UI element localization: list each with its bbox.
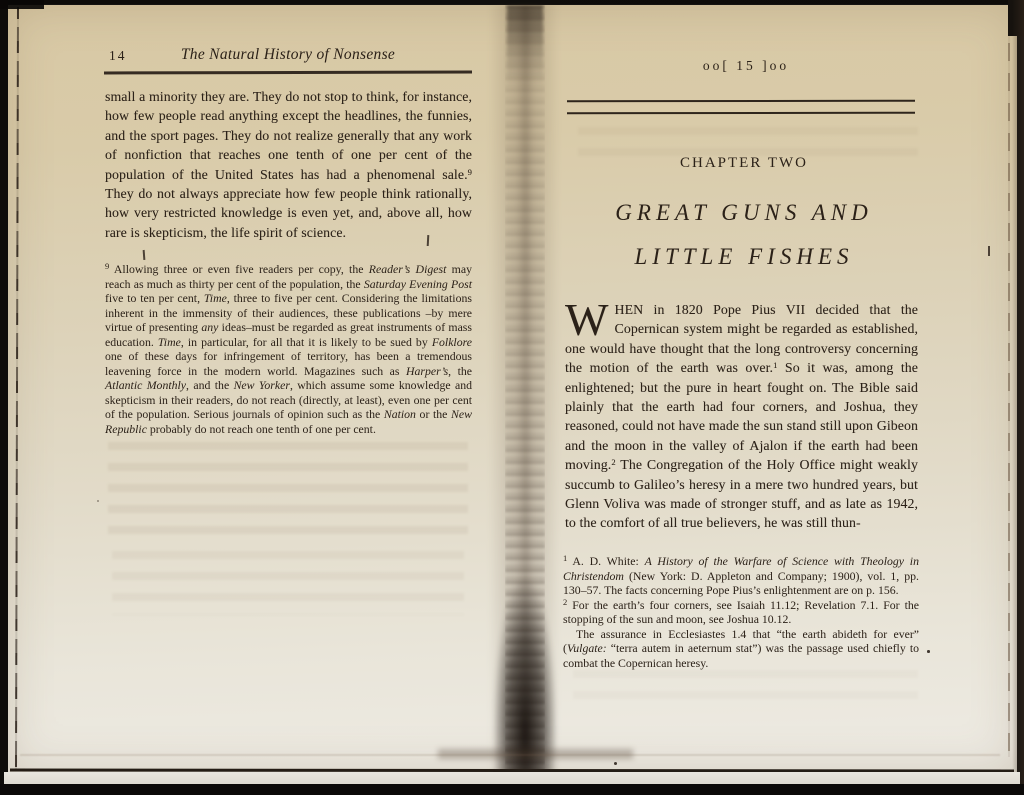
- scan-top-edge: [0, 0, 1024, 4]
- scan-artifact-dot: [614, 762, 617, 765]
- scan-left-edge: [0, 0, 8, 795]
- left-body-text: small a minority they are. They do not stop to think, for instance, how few people read anything except the headlines, the funnies, and the sport pages. They do not realize generally that any work of nonfiction that reaches one tenth of one per cent of the population of the United States has had a phenomenal sale.$^9$ They do not always appreciate how few people think rationally, how very restricted knowledge is even yet, and, above all, how rare is skepticism, the life spirit of science.: [105, 89, 472, 240]
- left-footnote: $^9$ Allowing three or even five readers per copy, the Reader’s Digest may reach as much as thirty per cent of the population, the Saturday Evening Post five to ten per cent, Time, three to five per cent. Considering the limitations inherent in the immensity of their audiences, these publications –by mere virtue of presenting any ideas–must be regarded as great instruments of mass education. Time, in particular, for all that it is likely to be sued by Folklore one of these days for infringement of territory, has been a tremendous leavening force in the modern world. Magazines such as Harper’s, the Atlantic Monthly, and the New Yorker, which assume some knowledge and skepticism in their readers, do not reach (directly, at least), even one per cent of the population. Serious journals of opinion such as the Nation or the New Republic probably do not reach one tenth of one per cent.: [105, 261, 472, 436]
- right-footnotes: [563, 554, 919, 670]
- book-spread: [8, 5, 1017, 772]
- gutter-shadow-bottom: [494, 580, 556, 775]
- ghost-bleedthrough-text: [108, 442, 468, 544]
- right-page-number: oo[ 15 ]oo: [702, 58, 790, 73]
- left-page-number: 14: [109, 48, 127, 63]
- chapter-title-line2: LITTLE FISHES: [634, 244, 854, 269]
- footnote-1: $^1$ A. D. White: A History of the Warfare of Science with Theology in Christendom (New York: D. Appleton and Company; 1900), vol. 1, pp. 130–57. The facts concerning Pope Pius’s enlightenment are on p. 156.: [563, 553, 919, 597]
- ghost-bleedthrough-text: [112, 551, 464, 615]
- right-page-edge-line: [1008, 13, 1010, 757]
- gutter-shadow-top: [507, 5, 543, 85]
- scan-artifact-dot: [97, 500, 99, 502]
- footnote-2-continuation: The assurance in Ecclesiastes 1.4 that “the earth abideth for ever” (Vulgate: “terra autem in aeternum stat”) was the passage used chiefly to combat the Copernican heresy.: [563, 626, 919, 670]
- drop-cap-initial: W: [565, 294, 609, 345]
- paper-crease: [20, 754, 1000, 756]
- left-running-header: [105, 46, 471, 64]
- scan-artifact-tick: [988, 246, 990, 256]
- left-page-edge-line: [15, 7, 19, 769]
- ghost-bleedthrough-text: [578, 127, 918, 161]
- ghost-bleedthrough-text: [573, 670, 918, 710]
- right-double-rule-bottom: [567, 112, 915, 115]
- left-header-rule: [104, 71, 472, 74]
- chapter-number-heading: CHAPTER TWO: [680, 155, 808, 171]
- scan-bottom-edge: [0, 784, 1024, 795]
- chapter-title: [560, 191, 928, 279]
- footnote-2: $^2$ For the earth’s four corners, see Isaiah 11.12; Revelation 7.1. For the stopping of the sun and moon, see Joshua 10.12.: [563, 596, 919, 626]
- scan-artifact-dot: [927, 650, 930, 653]
- under-page-strip: [4, 772, 1020, 784]
- right-body-text: WHEN in 1820 Pope Pius VII decided that the Copernican system might be regarded as established, one would have thought that the long controversy concerning the motion of the earth was over.$^1$ So it was, among the enlightened; but the pure in heart fought on. The Bible said plainly that the earth had four corners, and Joshua, they reasoned, could not have made the sun stand still upon Gibeon and the moon in the valley of Ajalon if the earth had been moving.$^2$ The Congregation of the Holy Office might weakly succumb to Galileo’s heresy in a mere two hundred years, but Glenn Voliva was made of stronger stuff, and as late as 1942, to the comfort of all true believers, he was still thun-: [565, 294, 918, 531]
- right-double-rule-top: [567, 100, 915, 103]
- scan-right-edge: [1012, 0, 1024, 795]
- chapter-title-line1: GREAT GUNS AND: [615, 200, 873, 225]
- left-running-title: The Natural History of Nonsense: [180, 46, 396, 63]
- scan-corner-mark: [0, 0, 44, 9]
